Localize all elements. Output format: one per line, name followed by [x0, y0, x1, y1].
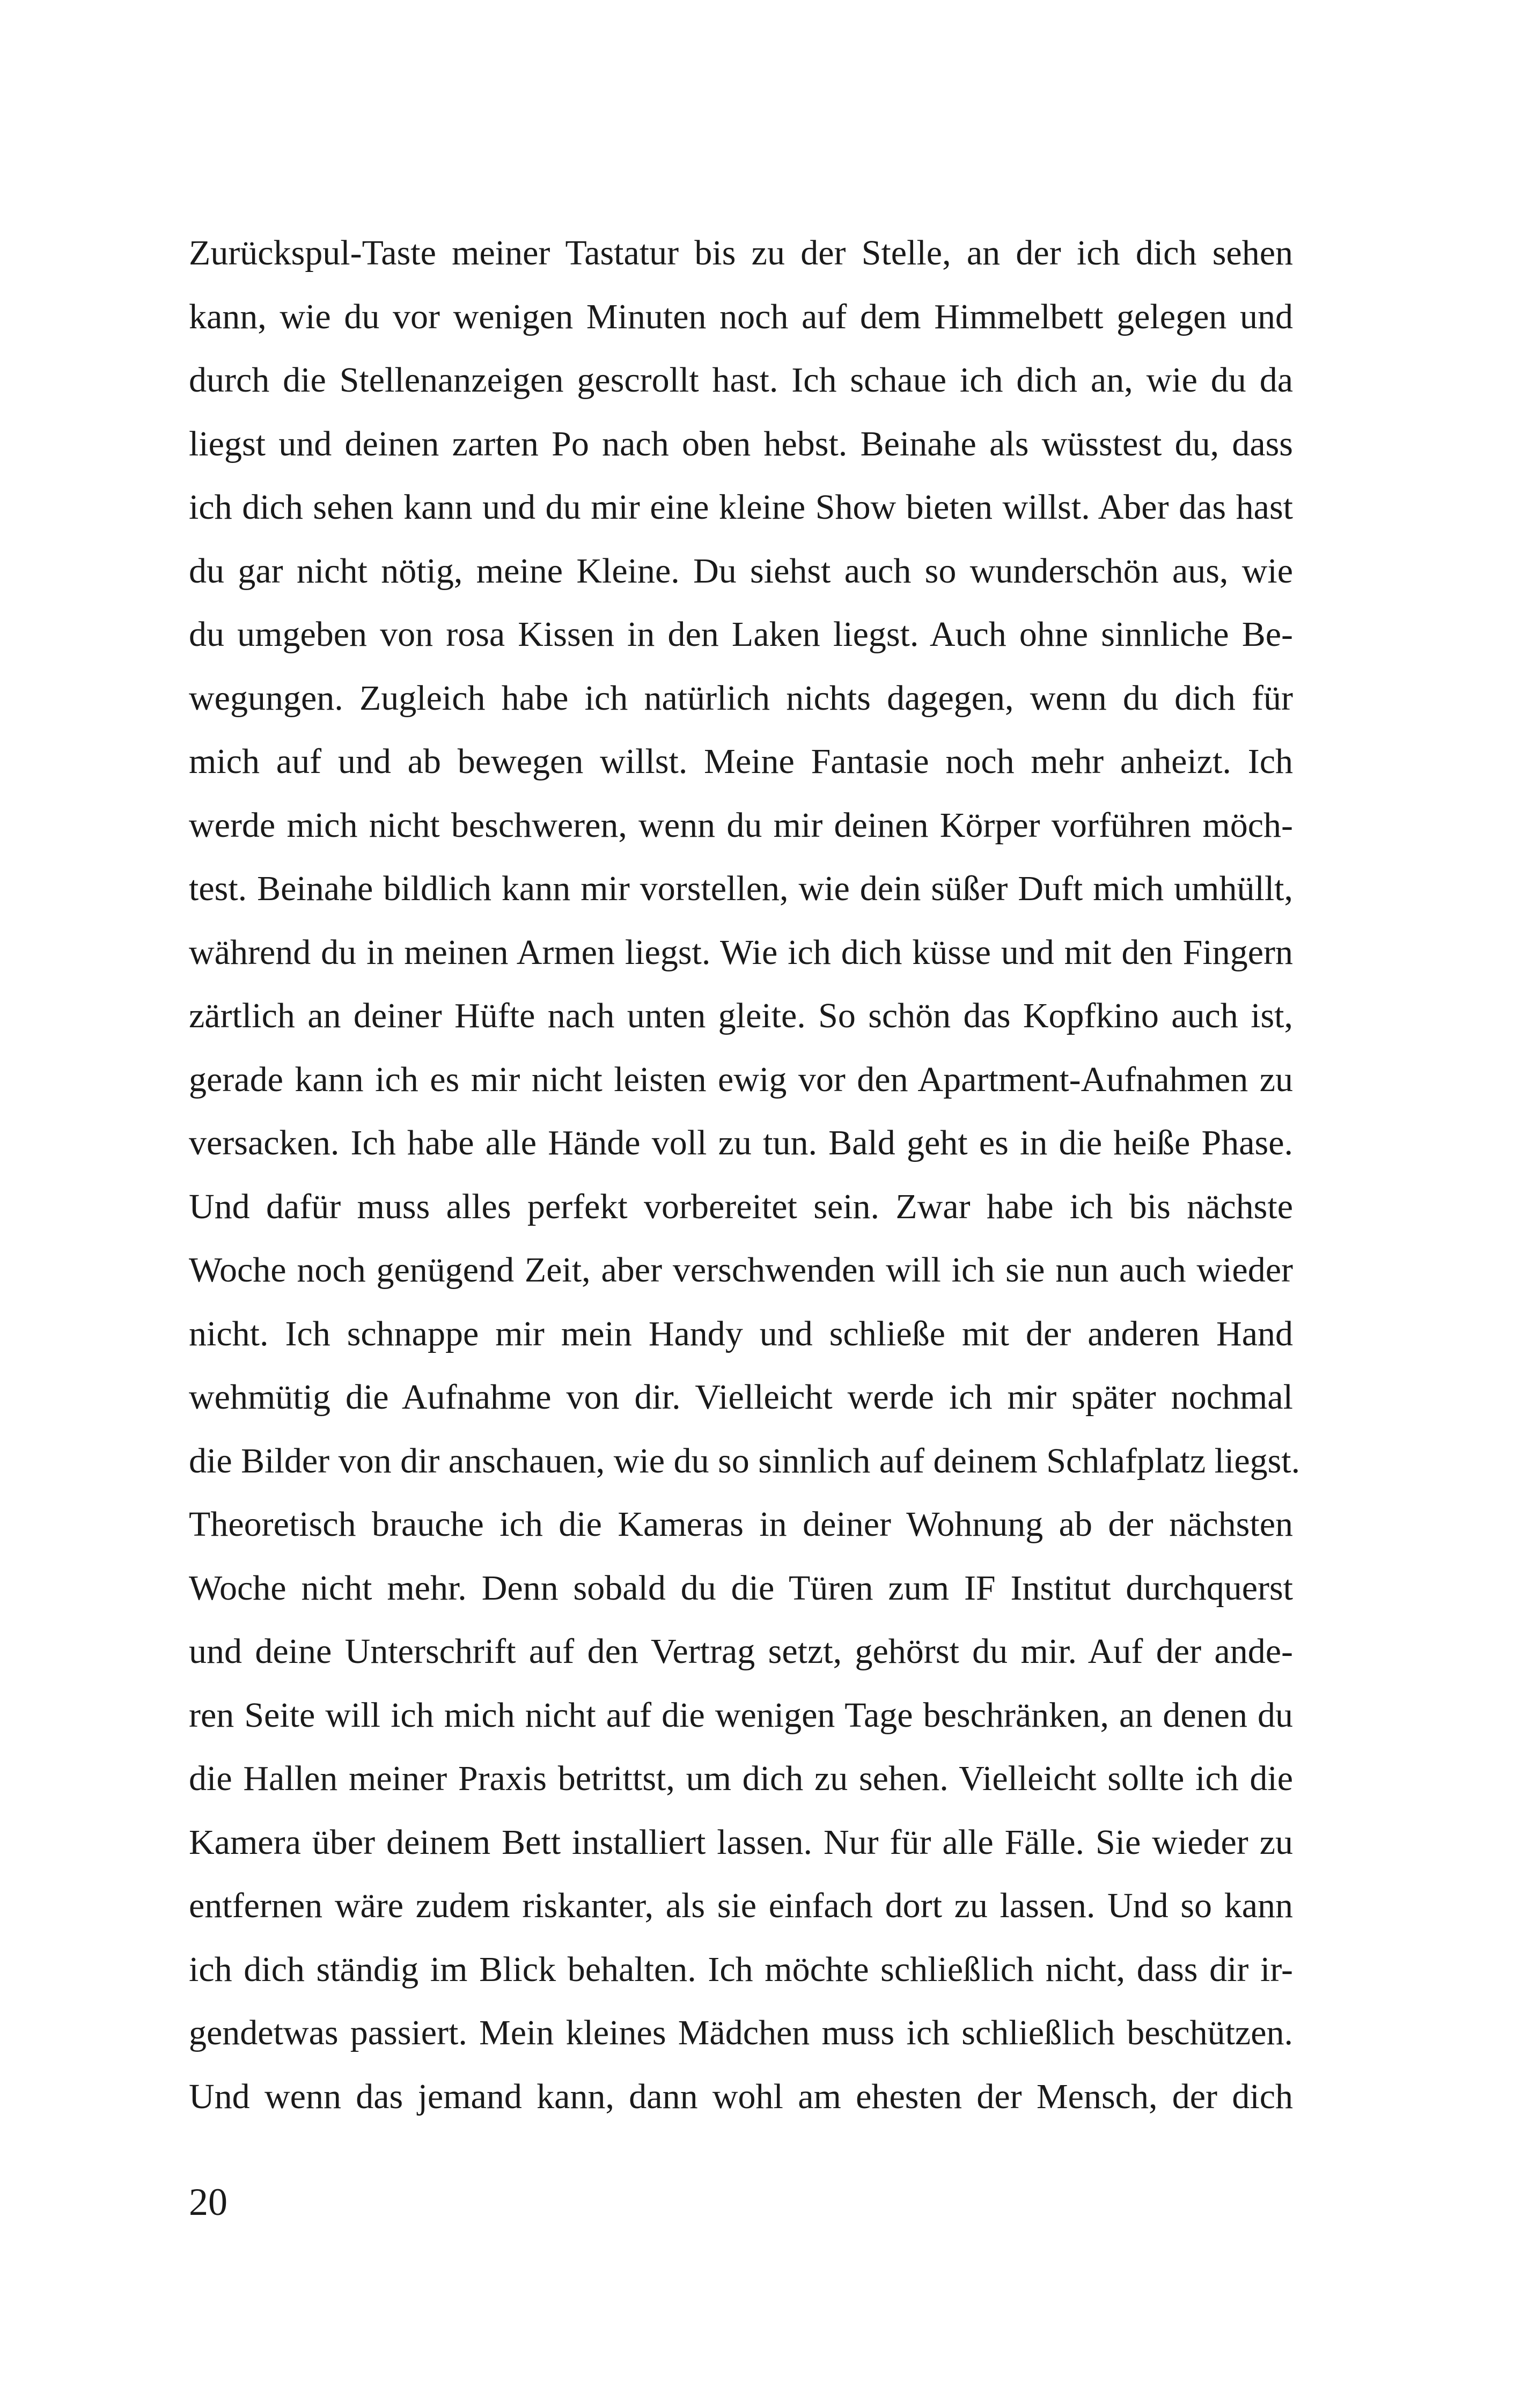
text-line: versacken. Ich habe alle Hände voll zu tun. Bald geht es in die heiße Phase. [189, 1123, 1293, 1162]
text-line: Kamera über deinem Bett installiert lassen. Nur für alle Fälle. Sie wieder zu [189, 1822, 1293, 1862]
text-line: gendetwas passiert. Mein kleines Mädchen muss ich schließlich beschützen. [189, 2013, 1293, 2052]
text-line: du gar nicht nötig, meine Kleine. Du siehst auch so wunderschön aus, wie [189, 551, 1293, 591]
text-line: gerade kann ich es mir nicht leisten ewig vor den Apartment-Aufnahmen zu [189, 1059, 1293, 1099]
text-line: Zurückspul-Taste meiner Tastatur bis zu der Stelle, an der ich dich sehen [189, 233, 1293, 273]
text-line: test. Beinahe bildlich kann mir vorstellen, wie dein süßer Duft mich umhüllt, [189, 869, 1293, 908]
text-line: werde mich nicht beschweren, wenn du mir deinen Körper vorführen möch- [189, 805, 1293, 845]
text-line: wegungen. Zugleich habe ich natürlich nichts dagegen, wenn du dich für [189, 678, 1293, 718]
text-line: liegst und deinen zarten Po nach oben hebst. Beinahe als wüsstest du, dass [189, 424, 1293, 463]
text-line: mich auf und ab bewegen willst. Meine Fantasie noch mehr anheizt. Ich [189, 742, 1293, 781]
text-line: ren Seite will ich mich nicht auf die wenigen Tage beschränken, an denen du [189, 1695, 1293, 1735]
text-line: entfernen wäre zudem riskanter, als sie einfach dort zu lassen. Und so kann [189, 1886, 1293, 1925]
body-text [189, 222, 1300, 2129]
text-line: ich dich ständig im Blick behalten. Ich möchte schließlich nicht, dass dir ir- [189, 1949, 1293, 1989]
page-number: 20 [189, 2181, 227, 2223]
text-line: Woche nicht mehr. Denn sobald du die Türen zum IF Institut durchquerst [189, 1568, 1293, 1608]
text-line: durch die Stellenanzeigen gescrollt hast. Ich schaue ich dich an, wie du da [189, 360, 1293, 400]
text-line: Woche noch genügend Zeit, aber verschwenden will ich sie nun auch wieder [189, 1250, 1293, 1290]
text-line: die Bilder von dir anschauen, wie du so sinnlich auf deinem Schlafplatz liegst. [189, 1441, 1300, 1481]
text-line: kann, wie du vor wenigen Minuten noch auf dem Himmelbett gelegen und [189, 297, 1293, 336]
text-line: während du in meinen Armen liegst. Wie ich dich küsse und mit den Fingern [189, 932, 1293, 972]
text-line: Und dafür muss alles perfekt vorbereitet sein. Zwar habe ich bis nächste [189, 1187, 1293, 1226]
text-line: und deine Unterschrift auf den Vertrag setzt, gehörst du mir. Auf der ande- [189, 1632, 1293, 1671]
text-line: zärtlich an deiner Hüfte nach unten gleite. So schön das Kopfkino auch ist, [189, 996, 1293, 1035]
text-line: du umgeben von rosa Kissen in den Laken liegst. Auch ohne sinnliche Be- [189, 615, 1293, 654]
text-line: Theoretisch brauche ich die Kameras in deiner Wohnung ab der nächsten [189, 1505, 1293, 1544]
text-line: die Hallen meiner Praxis betrittst, um dich zu sehen. Vielleicht sollte ich die [189, 1759, 1293, 1798]
text-line: nicht. Ich schnappe mir mein Handy und schließe mit der anderen Hand [189, 1314, 1293, 1353]
text-line: wehmütig die Aufnahme von dir. Vielleicht werde ich mir später nochmal [189, 1378, 1293, 1417]
text-line: Und wenn das jemand kann, dann wohl am ehesten der Mensch, der dich [189, 2076, 1293, 2116]
text-line: ich dich sehen kann und du mir eine kleine Show bieten willst. Aber das hast [189, 488, 1293, 527]
